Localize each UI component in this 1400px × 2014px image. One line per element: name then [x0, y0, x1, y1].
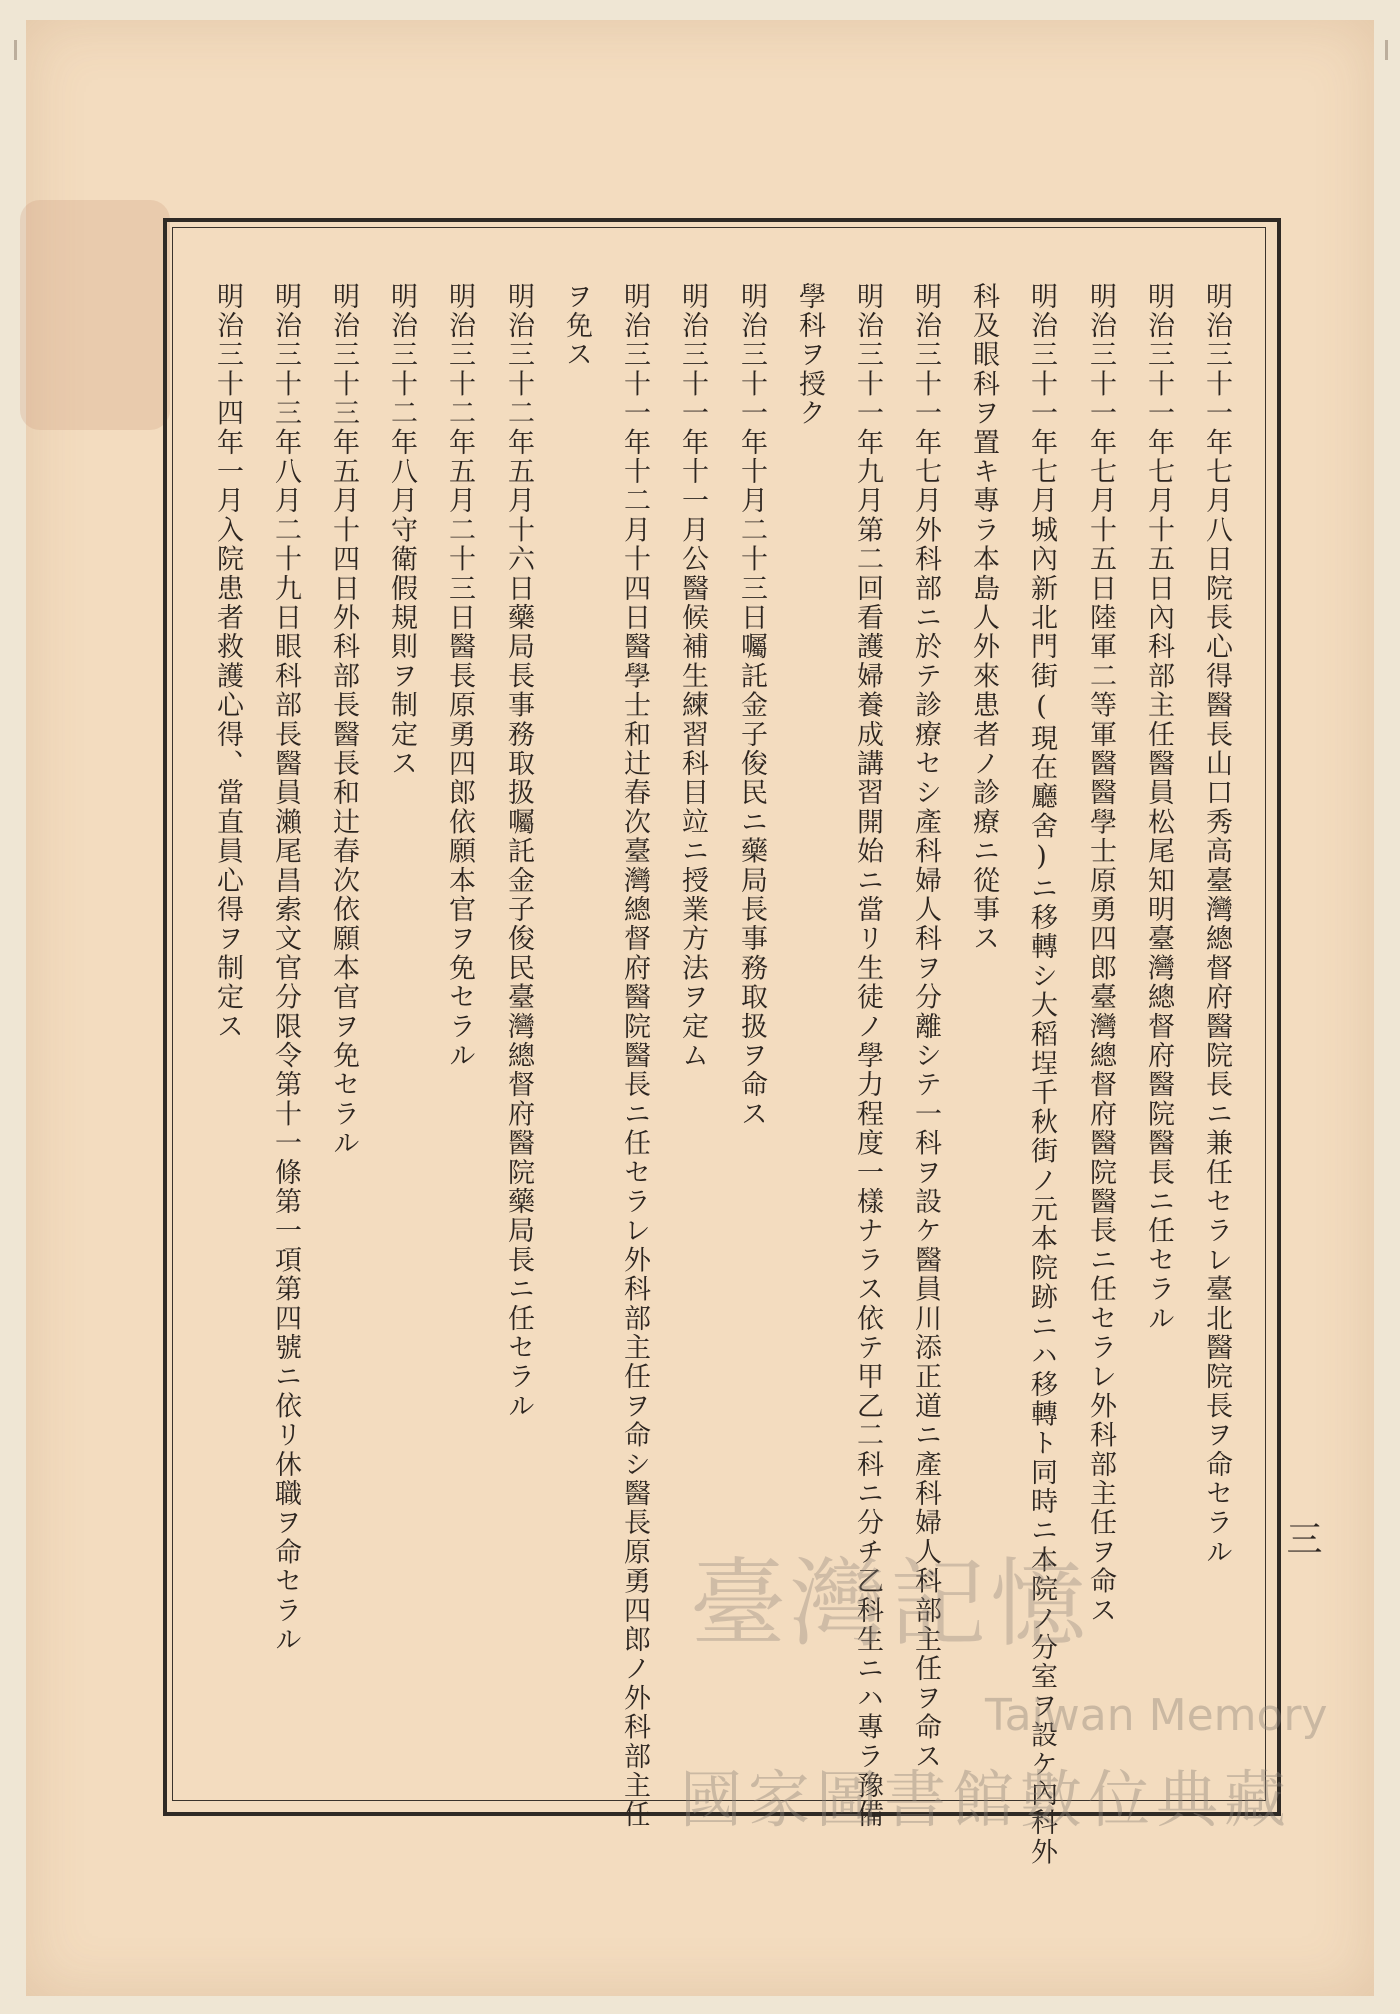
text-column: ヲ免ス [561, 282, 592, 370]
text-column: 明治三十一年九月第二回看護婦養成講習開始ニ當リ生徒ノ學力程度一樣ナラス依テ甲乙二科ニ分チ乙科生ニハ專ラ豫備 [852, 282, 883, 1830]
stamp-stain [20, 200, 170, 430]
text-column: 明治三十一年十一月公醫候補生練習科目竝ニ授業方法ヲ定ム [677, 282, 708, 1071]
text-column: 科及眼科ヲ置キ專ラ本島人外來患者ノ診療ニ從事ス [968, 282, 999, 954]
text-column: 明治三十一年七月八日院長心得醫長山口秀高臺灣總督府醫院長ニ兼任セラレ臺北醫院長ヲ命セラル [1201, 282, 1232, 1567]
text-column: 學科ヲ授ク [794, 282, 825, 428]
watermark-script: 臺灣記憶 [690, 1548, 1090, 1660]
text-column: 明治三十二年五月十六日藥局長事務取扱囑託金子俊民臺灣總督府醫院藥局長ニ任セラル [503, 282, 534, 1421]
text-column: 明治三十一年七月城內新北門街(現在廳舍)ニ移轉シ大稻埕千秋街ノ元本院跡ニハ移轉ト同時ニ本院ノ分室ヲ設ケ內科外 [1026, 282, 1057, 1867]
corner-mark [1385, 40, 1388, 60]
text-column: 明治三十一年十二月十四日醫學士和辻春次臺灣總督府醫院醫長ニ任セラレ外科部主任ヲ命シ醫長原勇四郎ノ外科部主任 [619, 282, 650, 1830]
text-column: 明治三十四年一月入院患者救護心得、當直員心得ヲ制定ス [212, 282, 243, 1042]
watermark-english: Taiwan Memory [985, 1690, 1328, 1741]
text-column: 明治三十二年五月二十三日醫長原勇四郎依願本官ヲ免セラル [444, 282, 475, 1071]
text-column: 明治三十一年七月外科部ニ於テ診療セシ產科婦人科ヲ分離シテ一科ヲ設ケ醫員川添正道ニ產科婦人科部主任ヲ命ス [910, 282, 941, 1772]
page-number: 三 [1281, 1520, 1322, 1556]
text-column: 明治三十三年八月二十九日眼科部長醫員瀨尾昌索文官分限令第十一條第一項第四號ニ依リ休職ヲ命セラル [270, 282, 301, 1655]
corner-mark [14, 40, 17, 60]
text-column: 明治三十一年七月十五日陸軍二等軍醫醫學士原勇四郎臺灣總督府醫院醫長ニ任セラレ外科部主任ヲ命ス [1085, 282, 1116, 1626]
text-column: 明治三十一年七月十五日內科部主任醫員松尾知明臺灣總督府醫院醫長ニ任セラル [1143, 282, 1174, 1334]
watermark-chinese: 國家圖書館數位典藏 [680, 1763, 1293, 1836]
text-column: 明治三十三年五月十四日外科部長醫長和辻春次依願本官ヲ免セラル [328, 282, 359, 1158]
text-column: 明治三十一年十月二十三日囑託金子俊民ニ藥局長事務取扱ヲ命ス [736, 282, 767, 1129]
text-column: 明治三十二年八月守衛假規則ヲ制定ス [386, 282, 417, 779]
